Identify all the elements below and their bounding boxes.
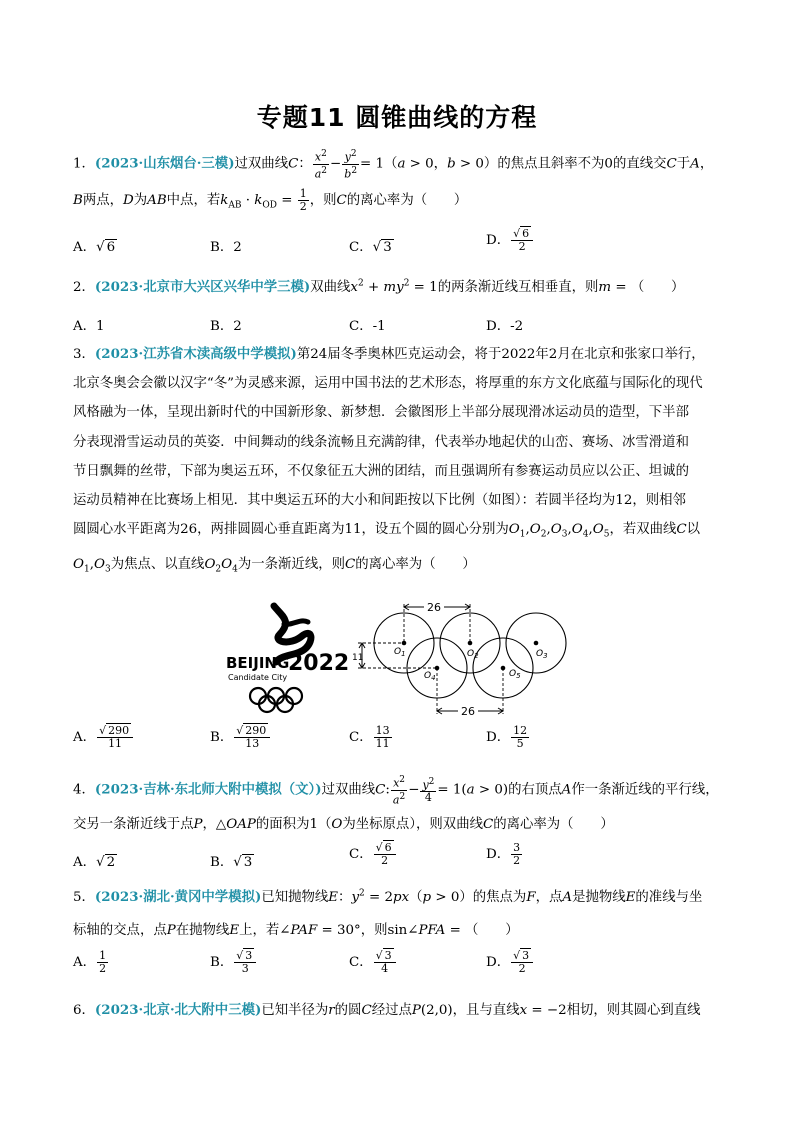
q4-text: 的面积为1（ [255, 817, 332, 832]
option-label: D． [486, 955, 511, 970]
beijing-2022-logo [222, 596, 354, 714]
q4-text: 的右顶点 [508, 782, 562, 798]
option-label: B． [210, 855, 234, 870]
q1-text: 中点，若 [166, 193, 221, 208]
q6-text: ，且与直线 [452, 1003, 520, 1018]
q2-text: 双曲线 [310, 280, 351, 295]
option-value: 12 [513, 724, 528, 737]
option-label: A． [73, 855, 97, 870]
q2-option-c[interactable]: C．-1 [349, 319, 386, 334]
question-number: 6． [73, 1003, 95, 1018]
option-label: A． [73, 955, 97, 970]
q4-option-c[interactable]: C． $\frac{√ 6}{2}$ [349, 842, 397, 867]
option-value: 6 [106, 240, 116, 255]
question-source: (2023·北京·北大附中三模) [94, 1002, 262, 1018]
question-source: (2023·北京市大兴区兴华中学三模) [94, 279, 311, 295]
q4-text: 作一条渐近线的平行线， [571, 782, 719, 798]
q3-line: 北京冬奥会会徽以汉字“冬”为灵感来源，运用中国书法的艺术形态，将厚重的东方文化底蕴与国际化的现代 [73, 376, 703, 392]
q1-text: 的焦点且斜率不为0的直线交 [497, 156, 667, 172]
option-value: 2 [518, 240, 526, 253]
q2-text: 的两条渐近线互相垂直，则 [437, 280, 599, 295]
option-value: 2 [106, 855, 116, 870]
q1-option-a[interactable]: A．√ 6 [73, 240, 116, 255]
question-number: 4． [73, 782, 95, 798]
q6-line-1: 6．(2023·北京·北大附中三模)已知半径为r的圆C经过点P(2,0)，且与直线x = −2相切，则其圆心到直线 [73, 1002, 701, 1018]
q2-option-d[interactable]: D．-2 [486, 319, 524, 334]
q5-text: 的准线与坐 [635, 890, 703, 905]
logo-year: 2022 [288, 651, 350, 676]
question-source: (2023·山东烟台·三模) [94, 155, 235, 172]
q3-line: $O_1,O_3$为焦点、以直线$O_2O_4$为一条渐近线，则C的离心率为（ ） [73, 557, 476, 575]
option-value: 11 [375, 737, 390, 750]
q2-line-1: 2．(2023·北京市大兴区兴华中学三模)双曲线$x^2 + my^2 = 1$的两条渐近线互相垂直，则m = （ ） [73, 278, 685, 295]
option-value: 2 [381, 854, 389, 867]
q1-text: 于 [676, 156, 691, 172]
q5-option-b[interactable]: B． $\frac{√ 3}{3}$ [210, 950, 257, 975]
q1-text: 为 [133, 193, 148, 208]
q4-option-d[interactable] [486, 842, 523, 867]
option-label: D． [486, 730, 511, 745]
option-value: 13 [375, 724, 390, 737]
q5-text: 已知抛物线 [261, 890, 329, 905]
q3-text: 为一条渐近线，则 [237, 557, 345, 573]
option-value: 1 [99, 949, 107, 962]
q5-option-a[interactable] [73, 950, 109, 975]
q4-text: 交另一条渐近线于点 [73, 817, 194, 832]
svg-text:O2: $O_2$ [467, 649, 479, 660]
q5-text: 上，若∠ [239, 923, 291, 938]
option-label: B． [210, 730, 234, 745]
option-value: 3 [241, 962, 249, 975]
q5-text: 是抛物线 [572, 890, 626, 905]
q1-line-2: B两点，D为AB中点，若$k_{AB} \cdot k_{OD}$ = $\frac{1}{2}$ ，则C的离心率为（ ） [73, 187, 468, 213]
q5-line-1: 5．(2023·湖北·黄冈中学模拟)已知抛物线E：$y^2 = 2px(p > 0)$的焦点为F，点A是抛物线E的准线与坐 [73, 888, 703, 905]
page-title: 专题11 圆锥曲线的方程 [256, 103, 538, 132]
q3-line: 运动员精神在比赛场上相见．其中奥运五环的大小和间距按以下比例（如图）：若圆半径均为12，则相邻 [73, 493, 686, 509]
option-value: 2 [518, 962, 526, 975]
q4-line-2: 交另一条渐近线于点P，△OAP的面积为1（O为坐标原点），则双曲线C的离心率为（ ） [73, 817, 614, 832]
q3-line: 节日飘舞的丝带，下部为奥运五环，不仅象征五大洲的团结，而且强调所有参赛运动员应以公正、坦诚的 [73, 463, 689, 479]
q1-line-1: 1．(2023·山东烟台·三模)过双曲线C： $\frac{x^2}{a^2}$ − $\frac{y^2}{b^2}$ = 1（a > 0，b > 0）的焦点且斜率不为0的直线交C于A， [73, 149, 714, 181]
q3-option-a[interactable]: A． $\frac{√ 290}{11}$ [73, 725, 134, 750]
question-source: (2023·吉林·东北师大附中模拟（文）) [94, 781, 322, 798]
q6-text: 相切，则其圆心到直线 [566, 1003, 701, 1018]
q5-text: ，点 [535, 890, 563, 905]
q5-text: 标轴的交点，点 [73, 923, 167, 938]
option-label: D． [486, 847, 511, 862]
option-label: D． [486, 233, 511, 248]
q5-text: （ [409, 890, 423, 905]
option-value: 13 [245, 737, 260, 750]
question-source: (2023·湖北·黄冈中学模拟) [94, 889, 262, 905]
q2-text: （ ） [630, 280, 685, 295]
option-value: 6 [522, 227, 530, 240]
option-label: B． [210, 955, 234, 970]
q3-line: 分表现滑雪运动员的英姿．中间舞动的线条流畅且充满韵律，代表举办地起伏的山峦、赛场、冰雪滑道和 [73, 434, 689, 450]
q3-option-b[interactable]: B． $\frac{√ 290}{13}$ [210, 725, 271, 750]
q5-text: ，则sin∠ [360, 923, 419, 938]
q6-text: 的圆 [334, 1003, 362, 1018]
svg-text:O5: $O_5$ [509, 669, 521, 680]
q4-text: 过双曲线 [321, 782, 376, 798]
rings-diagram [352, 596, 574, 722]
q2-option-b[interactable]: B．2 [210, 319, 242, 334]
option-value: 2 [513, 854, 521, 867]
question-number: 3． [73, 347, 95, 362]
q4-text: ，△ [202, 817, 227, 832]
svg-text:O1: $O_1$ [394, 647, 406, 658]
q5-option-d[interactable]: D． $\frac{√ 3}{2}$ [486, 950, 534, 975]
option-value: 4 [381, 962, 389, 975]
q6-text: 已知半径为 [261, 1003, 329, 1018]
q4-option-b[interactable]: B．√ 3 [210, 855, 253, 870]
q4-text: 的离心率为（ ） [493, 817, 614, 832]
option-value: 3 [522, 949, 530, 962]
option-label: A． [73, 240, 97, 255]
diagram-label-top: 26 [427, 601, 441, 614]
option-value: 3 [243, 855, 253, 870]
q1-option-d[interactable]: D． $\frac{√ 6}{2}$ [486, 228, 534, 253]
option-label: C． [349, 847, 373, 862]
q3-text: 第24届冬季奥林匹克运动会，将于2022年2月在北京和张家口举行， [296, 347, 705, 362]
q3-line [73, 340, 723, 369]
q1-option-b[interactable]: B．2 [210, 240, 242, 255]
svg-text:O4: $O_4$ [424, 671, 436, 682]
q4-option-a[interactable]: A．√ 2 [73, 855, 116, 870]
q3-text: 的离心率为（ ） [355, 557, 476, 573]
option-value: 3 [383, 240, 392, 255]
option-value: 290 [108, 724, 130, 737]
q3-paragraph [73, 340, 723, 585]
logo-text: BEIJING [226, 654, 290, 672]
question-number: 1． [73, 156, 95, 172]
q1-option-c[interactable]: C．√ 3 [349, 240, 392, 255]
q6-text: 经过点 [371, 1003, 412, 1018]
option-value: 5 [516, 737, 524, 750]
option-label: C． [349, 240, 373, 255]
option-value: 3 [245, 949, 253, 962]
option-value: 6 [384, 841, 392, 854]
option-value: 3 [384, 949, 392, 962]
option-value: 11 [108, 737, 123, 750]
q5-text: （ ） [465, 923, 519, 938]
question-source: (2023·江苏省木渎高级中学模拟) [94, 346, 297, 362]
option-value: 3 [513, 841, 521, 854]
q3-text: 为焦点、以直线 [110, 557, 205, 573]
svg-text:O3: $O_3$ [536, 649, 548, 660]
option-label: C． [349, 955, 373, 970]
q3-option-c[interactable] [349, 725, 393, 750]
logo-subtext: Candidate City [228, 673, 288, 682]
option-value: 2 [99, 962, 107, 975]
q5-text: 在抛物线 [175, 923, 230, 938]
q3-line: 圆圆心水平距离为26，两排圆圆心垂直距离为11，设五个圆的圆心分别为$O_1,O_2,O_3,O_4,O_5$，若双曲线C以 [73, 522, 701, 540]
question-number: 2． [73, 280, 95, 295]
q3-text: 圆圆心水平距离为26，两排圆圆心垂直距离为11，设五个圆的圆心分别为 [73, 522, 509, 538]
q5-text: ）的焦点为 [459, 890, 527, 905]
q1-text: 过双曲线 [234, 156, 289, 172]
q4-text: 为坐标原点），则双曲线 [342, 817, 483, 832]
q2-option-a[interactable]: A．1 [73, 319, 105, 334]
q3-option-d[interactable] [486, 725, 530, 750]
q1-text: ，则 [309, 193, 337, 208]
option-label: C． [349, 730, 373, 745]
q5-option-c[interactable]: C． $\frac{√ 3}{4}$ [349, 950, 397, 975]
option-value: 290 [245, 724, 267, 737]
q1-text: 两点， [82, 193, 124, 208]
q4-line-1: 4．(2023·吉林·东北师大附中模拟（文）)过双曲线C: $\frac{x^2}{a^2}$ − $\frac{y^2}{4}$ = 1(a > 0)的右顶点A作一条渐近线的平行线， [73, 775, 719, 807]
diagram-label-bottom: 26 [461, 705, 475, 718]
q3-line: 风格融为一体，呈现出新时代的中国新形象、新梦想．会徽图形上半部分展现滑冰运动员的造型，下半部 [73, 405, 689, 421]
q5-line-2: 标轴的交点，点P在抛物线E上，若∠PAF = 30°，则sin∠PFA = （ ） [73, 923, 519, 938]
option-label: A． [73, 730, 97, 745]
diagram-label-side: 11 [352, 653, 364, 663]
olympic-rings-icon [250, 688, 302, 712]
q1-text: 的离心率为（ ） [346, 193, 468, 208]
question-number: 5． [73, 890, 95, 905]
